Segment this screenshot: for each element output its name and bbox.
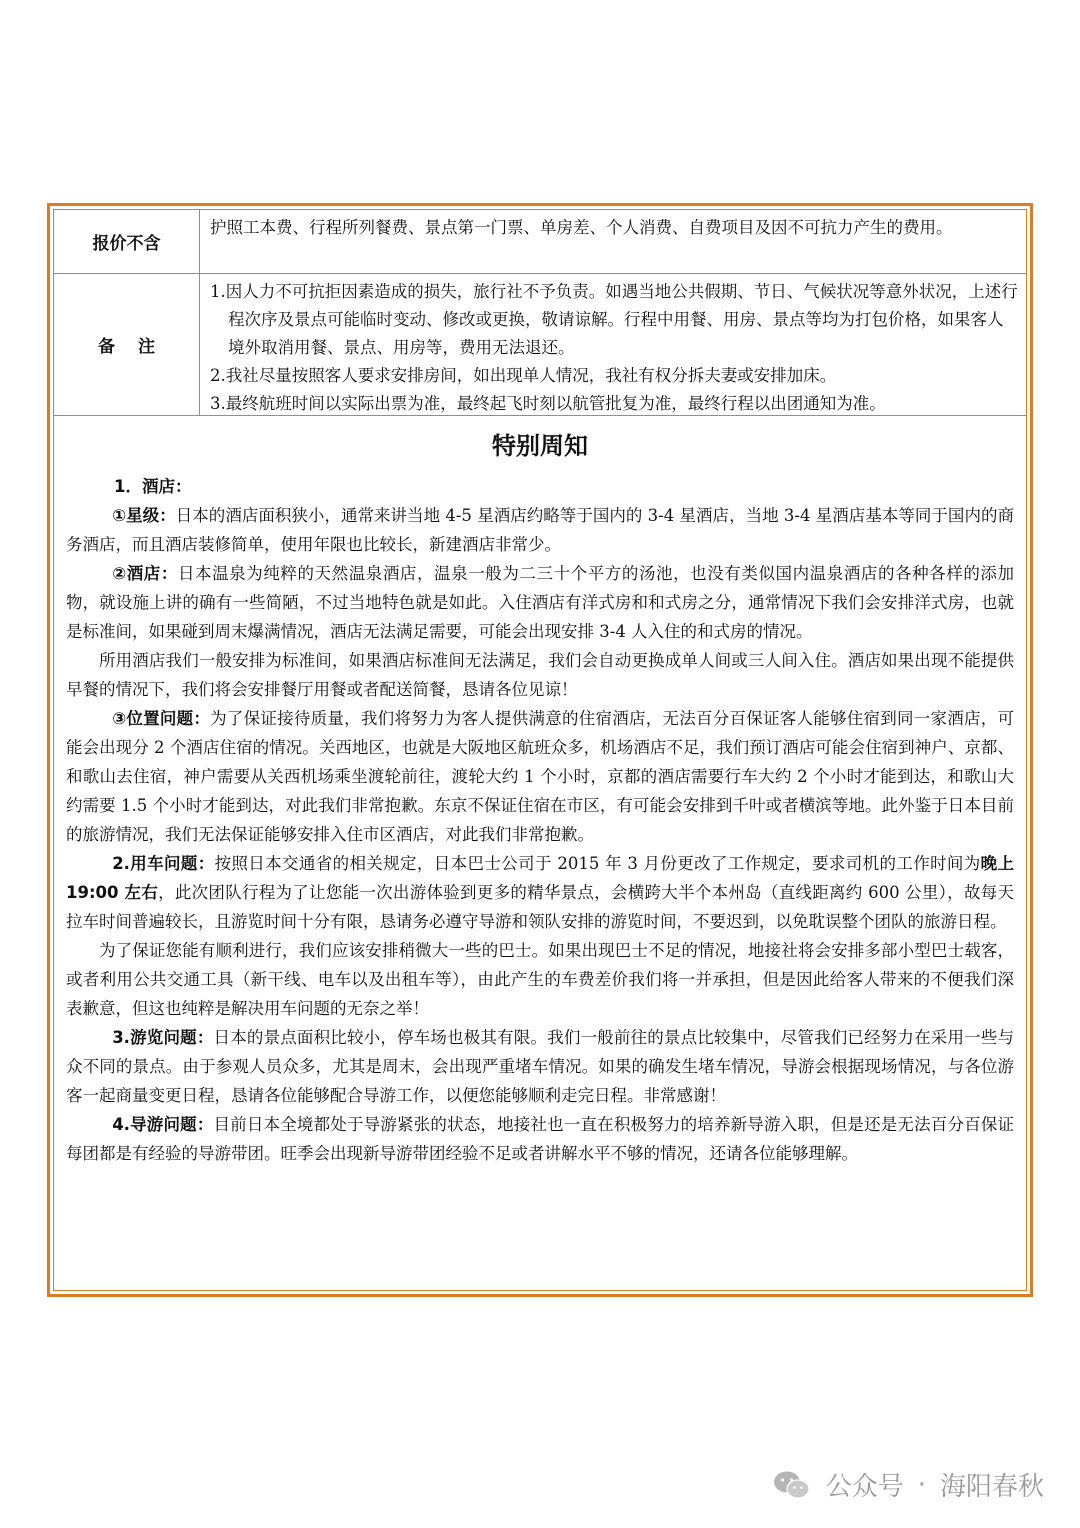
- location-paragraph: [66, 704, 1014, 849]
- guide-paragraph: [66, 1110, 1014, 1168]
- remark-item-3: 3.最终航班时间以实际出票为准，最终起飞时刻以航管批复为准，最终行程以出团通知为准。: [210, 394, 886, 413]
- location-text: 为了保证接待质量，我们将努力为客人提供满意的住宿酒店，无法百分百保证客人能够住宿到同一家酒店，可能会出现分 2 个酒店住宿的情况。关西地区，也就是大阪地区航班众多，机场酒店不足，我们预订酒店可能会住宿到神户、京都、和歌山去住宿，神户需要从关西机场乘坐渡轮前往，渡轮大约 1 个小时，京都的酒店需要行车大约 2 个小时才能到达，和歌山大约需要 1.5 个小时才能到达，对此我们非常抱歉。东京不保证住宿在市区，有可能会安排到千叶或者横滨等地。此外鉴于日本目前的旅游情况，我们无法保证能够安排入住市区酒店，对此我们非常抱歉。: [66, 709, 1014, 844]
- watermark-separator: ·: [917, 1469, 926, 1500]
- watermark: [772, 1466, 1044, 1503]
- tour-paragraph: [66, 1023, 1014, 1110]
- star-text: 日本的酒店面积狭小，通常来讲当地 4-5 星酒店约略等于国内的 3-4 星酒店，当地 3-4 星酒店基本等同于国内的商务酒店，而且酒店装修简单，使用年限也比较长，新建酒店非常少。: [66, 506, 1014, 554]
- bus-text-a: 按照日本交通省的相关规定，日本巴士公司于 2015 年 3 月份更改了工作规定，要求司机的工作时间为: [214, 854, 981, 873]
- hotel-paragraph: [66, 559, 1014, 646]
- tour-text: 日本的景点面积比较小，停车场也极其有限。我们一般前往的景点比较集中，尽管我们已经努力在采用一些与众不同的景点。由于参观人员众多，尤其是周末，会出现严重堵车情况。如果的确发生堵车情况，导游会根据现场情况，与各位游客一起商量变更日程，恳请各位能够配合导游工作，以便您能够顺利走完日程。非常感谢！: [66, 1028, 1015, 1105]
- excluded-label: 报价不含: [54, 210, 200, 273]
- bus-text-b: ，此次团队行程为了让您能一次出游体验到更多的精华景点，会横跨大半个本州岛（直线距离约 600 公里），故每天拉车时间普遍较长，且游览时间十分有限，恳请务必遵守导游和领队安排的游览时间，不要迟到，以免耽误整个团队的旅游日程。: [66, 883, 1015, 931]
- notice-title: 特别周知: [492, 432, 588, 460]
- star-paragraph: [66, 501, 1014, 559]
- location-label: ③位置问题：: [112, 709, 211, 728]
- remark-item-1: 1.因人力不可抗拒因素造成的损失，旅行社不予负责。如遇当地公共假期、节日、气候状况等意外状况，上述行程次序及景点可能临时变动、修改或更换，敬请谅解。行程中用餐、用房、景点等均为打包价格，如果客人境外取消用餐、景点、用房等，费用无法退还。: [210, 282, 1018, 357]
- watermark-platform: 公众号: [825, 1472, 904, 1502]
- tour-label: 3.游览问题：: [112, 1028, 214, 1047]
- wechat-icon: [772, 1470, 812, 1500]
- guide-text: 目前日本全境都处于导游紧张的状态，地接社也一直在积极努力的培养新导游入职，但是还是无法百分百保证每团都是有经验的导游带团。旺季会出现新导游带团经验不足或者讲解水平不够的情况，还请各位能够理解。: [66, 1115, 1015, 1163]
- itinerary-table: [47, 203, 1033, 1297]
- remarks-label: 备 注: [54, 274, 200, 415]
- bus-paragraph: [66, 849, 1014, 936]
- star-label: ①星级：: [112, 506, 176, 525]
- special-notice: [54, 416, 1026, 1168]
- hotel-label: ②酒店：: [112, 564, 178, 583]
- room-paragraph: 所用酒店我们一般安排为标准间，如果酒店标准间无法满足，我们会自动更换成单人间或三人间入住。酒店如果出现不能提供早餐的情况下，我们将会安排餐厅用餐或者配送简餐，恳请各位见谅！: [66, 651, 1014, 699]
- guide-label: 4.导游问题：: [112, 1115, 214, 1134]
- watermark-account: 海阳春秋: [939, 1472, 1044, 1502]
- table-inner: [53, 209, 1027, 1291]
- hotel-heading: [66, 472, 1014, 501]
- table-row-excluded: [54, 210, 1026, 274]
- excluded-text: 护照工本费、行程所列餐费、景点第一门票、单房差、个人消费、自费项目及因不可抗力产生的费用。: [210, 218, 953, 237]
- bus-paragraph-2: 为了保证您能有顺利进行，我们应该安排稍微大一些的巴士。如果出现巴士不足的情况，地接社将会安排多部小型巴士载客，或者利用公共交通工具（新干线、电车以及出租车等），由此产生的车费差价我们将一并承担，但是因此给客人带来的不便我们深表歉意，但这也纯粹是解决用车问题的无奈之举！: [66, 941, 1014, 1018]
- hotel-text: 日本温泉为纯粹的天然温泉酒店，温泉一般为二三十个平方的汤池，也没有类似国内温泉酒店的各种各样的添加物，就设施上讲的确有一些简陋，不过当地特色就是如此。入住酒店有洋式房和和式房之分，通常情况下我们会安排洋式房，也就是标准间，如果碰到周末爆满情况，酒店无法满足需要，可能会出现安排 3-4 人入住的和式房的情况。: [66, 564, 1014, 641]
- remark-item-2: 2.我社尽量按照客人要求安排房间，如出现单人情况，我社有权分拆夫妻或安排加床。: [210, 366, 837, 385]
- remarks-list: [200, 274, 1026, 415]
- hotel-heading-text: 1．酒店：: [114, 477, 192, 496]
- bus-time-bold: 晚上 19:00 左右: [66, 854, 1015, 902]
- table-row-remarks: [54, 274, 1026, 416]
- bus-label: 2.用车问题：: [112, 854, 215, 873]
